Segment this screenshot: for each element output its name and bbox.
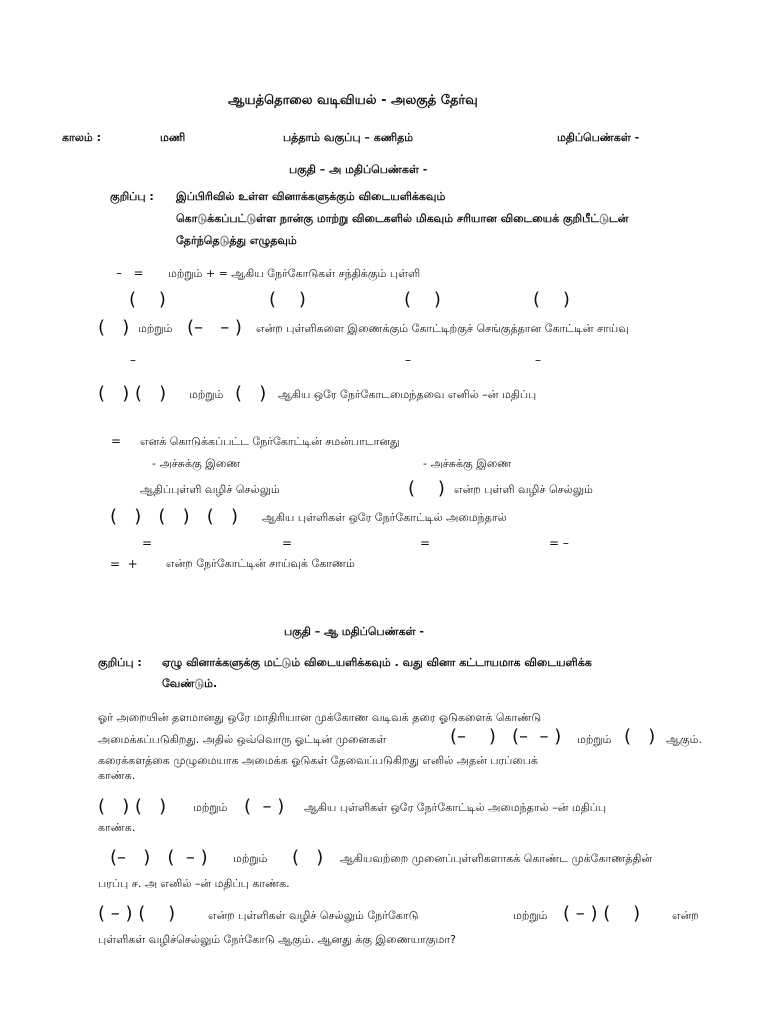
q2-text: என்ற புள்ளிகளை இணைக்கும் கோட்டிற்குச் செங்குத்தான கோட்டின் சாய்வு bbox=[256, 322, 629, 335]
q2-point2: (– – ) bbox=[187, 317, 242, 338]
b-q1-point3: ( ) bbox=[624, 726, 656, 747]
b-q4-and: மற்றும் bbox=[513, 909, 548, 922]
q6-option-d: = – bbox=[549, 536, 569, 550]
b-q1-line4: காண்க. bbox=[98, 769, 136, 782]
b-q2-points: ( ) ( ) bbox=[98, 796, 167, 817]
q5-right-option: என்ற புள்ளி வழிச் செல்லும் bbox=[454, 483, 593, 496]
b-q2-line2: காண்க. bbox=[98, 821, 136, 834]
q2-option-d: – bbox=[535, 353, 541, 367]
q6-option-b: = bbox=[282, 536, 293, 550]
b-q3-points: (– ) ( – ) bbox=[110, 847, 208, 868]
q6-text: ஆகிய புள்ளிகள் ஒரே நேர்கோட்டில் அமைந்தால் bbox=[262, 511, 507, 524]
time-label: காலம் : bbox=[62, 131, 101, 144]
q4-option2: - அச்சுக்கு இணை bbox=[423, 457, 512, 470]
q3-text: ஆகிய ஒரே நேர்கோடமைந்தவை எனில் –ன் மதிப்பு bbox=[278, 388, 537, 401]
part-b-heading: பகுதி – ஆ மதிப்பெண்கள் - bbox=[284, 625, 424, 638]
b-q4-points2: ( – ) ( ) bbox=[563, 903, 641, 924]
q1-text: மற்றும் + = ஆகிய நேர்கோடுகள் சந்திக்கும் புள்ளி bbox=[168, 267, 421, 280]
q4-text: எனக் கொடுக்கப்பட்ட நேர்கோட்டின் சமன்பாடானது bbox=[140, 435, 400, 448]
b-q4-line2: புள்ளிகள் வழிச்செல்லும் நேர்கோடு ஆகும். ஆனது க்கு இணையாகுமா? bbox=[98, 933, 456, 946]
b-q2-and: மற்றும் bbox=[193, 801, 228, 814]
q2-and: மற்றும் bbox=[138, 322, 173, 335]
b-q1-line2: அமைக்கப்படுகிறது. அதில் ஒவ்வொரு ஓட்டின் முனைகள் bbox=[98, 733, 387, 746]
b-q2-point3: ( – ) bbox=[244, 796, 285, 817]
b-q3-and: மற்றும் bbox=[233, 852, 268, 865]
b-q1-line3: கரைக்களத்கை முழுமையாக அமைக்க ஓடுகள் தேவைப்படுகிறது எனில் அதன் பரப்பைக் bbox=[98, 754, 538, 767]
part-a-heading: பகுதி – அ மதிப்பெண்கள் - bbox=[289, 163, 428, 176]
b-q4-text: என்ற புள்ளிகள் வழிச் செல்லும் நேர்கோடு bbox=[208, 909, 419, 922]
q6-points: ( ) ( ) ( ) bbox=[110, 506, 238, 527]
q3-and: மற்றும் bbox=[189, 388, 224, 401]
part-a-note-label: குறிப்பு : bbox=[110, 190, 154, 203]
exam-title: ஆயத்தொலை வடிவியல் - அலகுத் தேர்வு bbox=[228, 93, 478, 108]
q5-point: ( ) bbox=[408, 478, 445, 499]
part-a-note-line3: தேர்ந்தெடுத்து எழுதவும் bbox=[176, 234, 297, 247]
subject-label: பத்தாம் வகுப்பு – கணிதம் bbox=[283, 131, 414, 144]
b-q3-line2: பரப்பு ச. அ எனில் –ன் மதிப்பு காண்க. bbox=[98, 877, 290, 890]
q2-option-a: – bbox=[130, 353, 136, 367]
q1-operators: – = bbox=[116, 266, 144, 280]
marks-label: மதிப்பெண்கள் - bbox=[557, 131, 640, 144]
part-a-note-line2: கொடுக்கப்பட்டுள்ள நான்கு மாற்று விடைகளில் மிகவும் சரியான விடையைக் குறிபீட்டுடன் bbox=[176, 212, 629, 225]
q1-option-b: ( ) bbox=[269, 289, 306, 310]
q7-equation: = + bbox=[110, 557, 138, 571]
q1-option-c: ( ) bbox=[404, 289, 441, 310]
q1-option-a: ( ) bbox=[129, 289, 166, 310]
q6-option-a: = bbox=[142, 536, 153, 550]
hours-label: மணி bbox=[160, 131, 186, 144]
b-q4-end: என்ற bbox=[672, 909, 699, 922]
part-b-note-line2: வேண்டும். bbox=[162, 677, 218, 690]
b-q1-and: மற்றும் bbox=[577, 733, 612, 746]
q3-point3: ( ) bbox=[235, 383, 267, 404]
q4-option1: - அச்சுக்கு இணை bbox=[152, 457, 241, 470]
part-b-note-label: குறிப்பு : bbox=[98, 656, 142, 669]
q2-option-c: – bbox=[405, 353, 411, 367]
b-q1-point2: (– – ) bbox=[512, 726, 562, 747]
b-q2-text: ஆகிய புள்ளிகள் ஒரே நேர்கோட்டில் அமைந்தால் –ன் மதிப்பு bbox=[304, 801, 607, 814]
b-q4-points: ( – ) ( ) bbox=[98, 903, 176, 924]
b-q3-text: ஆகியவற்றை முனைப்புள்ளிகளாகக் கொண்ட முக்கோணத்தின் bbox=[340, 852, 653, 865]
part-a-note-line1: இப்பிரிவில் உள்ள வினாக்களுக்கும் விடையளிக்கவும் bbox=[176, 190, 446, 203]
b-q1-ends: ஆகும். bbox=[666, 733, 702, 746]
q5-left-option: ஆதிப்புள்ளி வழிச் செல்லும் bbox=[140, 483, 280, 496]
q6-option-c: = bbox=[420, 536, 431, 550]
q2-point1: ( ) bbox=[98, 317, 130, 338]
q4-equals: = bbox=[111, 434, 122, 448]
q1-option-d: ( ) bbox=[533, 289, 570, 310]
b-q1-line1: ஓர் அறையின் தளமானது ஒரே மாதிரியான முக்கோண வடிவக் தரை ஓடுகளைக் கொண்டு bbox=[98, 711, 542, 724]
b-q1-point1: (– ) bbox=[450, 726, 496, 747]
q3-points: ( ) ( ) bbox=[98, 383, 167, 404]
q7-text: என்ற நேர்கோட்டின் சாய்வுக் கோணம் bbox=[166, 557, 355, 570]
part-b-note-line1: ஏழு வினாக்களுக்கு மட்டும் விடையளிக்கவும் . வது வினா கட்டாயமாக விடையளிக்க bbox=[162, 656, 592, 669]
b-q3-point3: ( ) bbox=[292, 847, 324, 868]
